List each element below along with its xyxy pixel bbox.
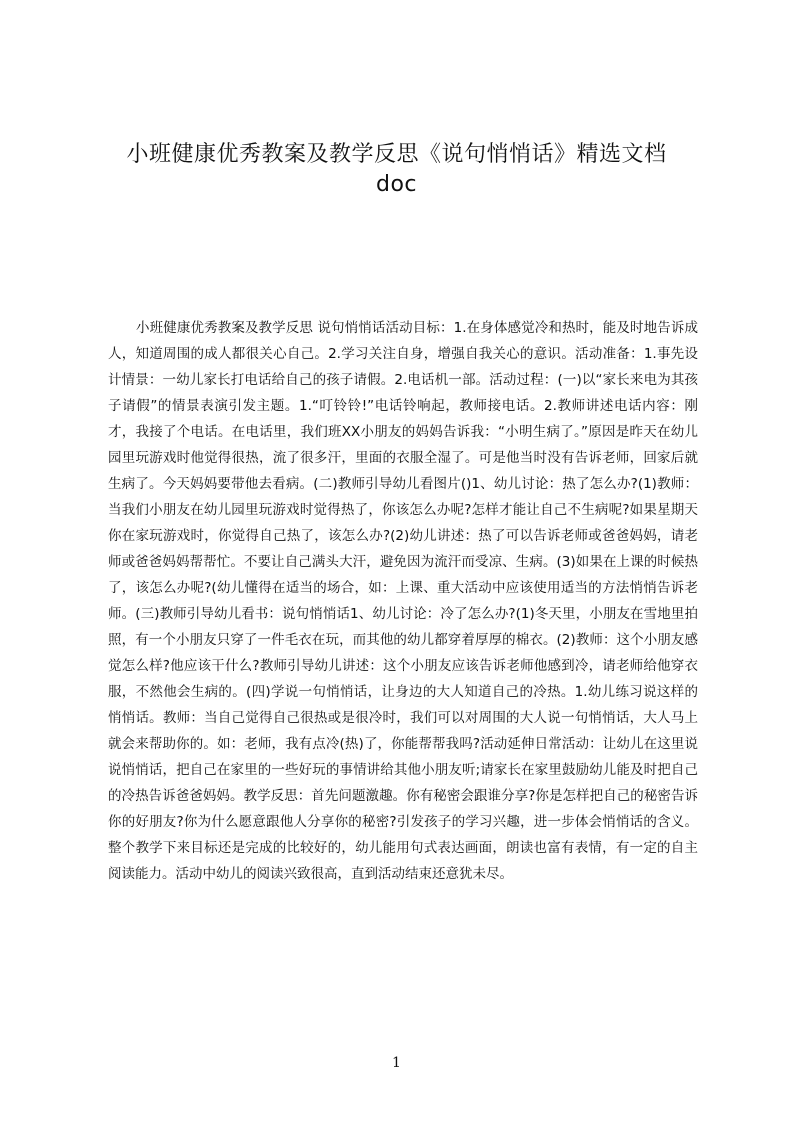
title-line-extension: doc [375, 172, 418, 197]
title-line-main: 小班健康优秀教案及教学反思《说句悄悄话》精选文档 [126, 142, 667, 167]
document-body-paragraph: 小班健康优秀教案及教学反思 说句悄悄话活动目标：1.在身体感觉冷和热时，能及时地告诉成人，知道周围的成人都很关心自己。2.学习关注自身，增强自我关心的意识。活动准备：1.事先设计情景：一幼儿家长打电话给自己的孩子请假。2.电话机一部。活动过程：(一)以“家长来电为其孩子请假”的情景表演引发主题。1.“叮铃铃!”电话铃响起，教师接电话。2.教师讲述电话内容：刚才，我接了个电话。在电话里，我们班XX小朋友的妈妈告诉我：“小明生病了。”原因是昨天在幼儿园里玩游戏时他觉得很热，流了很多汗，里面的衣服全湿了。可是他当时没有告诉老师，回家后就生病了。今天妈妈要带他去看病。(二)教师引导幼儿看图片()1、幼儿讨论：热了怎么办?(1)教师：当我们小朋友在幼儿园里玩游戏时觉得热了，你该怎么办呢?怎样才能让自己不生病呢?如果星期天你在家玩游戏时，你觉得自己热了，该怎么办?(2)幼儿讲述：热了可以告诉老师或爸爸妈妈，请老师或爸爸妈妈帮帮忙。不要让自己满头大汗，避免因为流汗而受凉、生病。(3)如果在上课的时候热了，该怎么办呢?(幼儿懂得在适当的场合，如：上课、重大活动中应该使用适当的方法悄悄告诉老师。(三)教师引导幼儿看书：说句悄悄话1、幼儿讨论：冷了怎么办?(1)冬天里，小朋友在雪地里拍照，有一个小朋友只穿了一件毛衣在玩，而其他的幼儿都穿着厚厚的棉衣。(2)教师：这个小朋友感觉怎么样?他应该干什么?教师引导幼儿讲述：这个小朋友应该告诉老师他感到冷，请老师给他穿衣服，不然他会生病的。(四)学说一句悄悄话，让身边的大人知道自己的冷热。1.幼儿练习说这样的悄悄话。教师：当自己觉得自己很热或是很冷时，我们可以对周围的大人说一句悄悄话，大人马上就会来帮助你的。如：老师，我有点冷(热)了，你能帮帮我吗?活动延伸日常活动：让幼儿在这里说说悄悄话，把自己在家里的一些好玩的事情讲给其他小朋友听;请家长在家里鼓励幼儿能及时把自己的冷热告诉爸爸妈妈。教学反思：首先问题激趣。你有秘密会跟谁分享?你是怎样把自己的秘密告诉你的好朋友?你为什么愿意跟他人分享你的秘密?引发孩子的学习兴趣，进一步体会悄悄话的含义。整个教学下来目标还是完成的比较好的，幼儿能用句式表达画面，朗读也富有表情，有一定的自主阅读能力。活动中幼儿的阅读兴致很高，直到活动结束还意犹未尽。 [108, 320, 698, 882]
document-title [80, 140, 713, 200]
page-number: 1 [392, 1055, 401, 1071]
